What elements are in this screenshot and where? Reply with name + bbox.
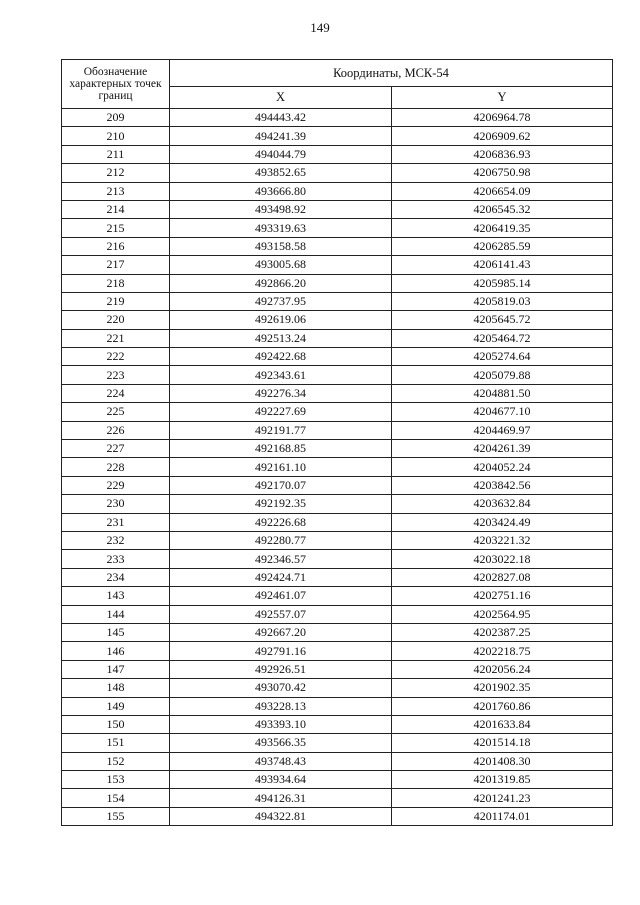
cell-y: 4202751.16 — [392, 587, 613, 605]
cell-y: 4201174.01 — [392, 807, 613, 825]
cell-y: 4206141.43 — [392, 256, 613, 274]
cell-y: 4205819.03 — [392, 292, 613, 310]
table-row — [62, 771, 613, 789]
cell-point: 227 — [62, 440, 170, 458]
table-row — [62, 752, 613, 770]
cell-y: 4201241.23 — [392, 789, 613, 807]
cell-y: 4205464.72 — [392, 329, 613, 347]
cell-point: 209 — [62, 109, 170, 127]
cell-point: 146 — [62, 642, 170, 660]
cell-y: 4206654.09 — [392, 182, 613, 200]
cell-point: 210 — [62, 127, 170, 145]
table-row — [62, 384, 613, 402]
table-row — [62, 642, 613, 660]
cell-point: 218 — [62, 274, 170, 292]
cell-point: 223 — [62, 366, 170, 384]
cell-point: 150 — [62, 715, 170, 733]
cell-y: 4203022.18 — [392, 550, 613, 568]
cell-point: 221 — [62, 329, 170, 347]
cell-x: 493228.13 — [170, 697, 392, 715]
cell-point: 213 — [62, 182, 170, 200]
cell-point: 230 — [62, 495, 170, 513]
table-row — [62, 605, 613, 623]
cell-y: 4206836.93 — [392, 145, 613, 163]
cell-y: 4203632.84 — [392, 495, 613, 513]
table-row — [62, 348, 613, 366]
cell-point: 228 — [62, 458, 170, 476]
table-row — [62, 329, 613, 347]
cell-y: 4202056.24 — [392, 660, 613, 678]
cell-x: 492280.77 — [170, 531, 392, 549]
cell-point: 212 — [62, 164, 170, 182]
cell-point: 233 — [62, 550, 170, 568]
table-row — [62, 789, 613, 807]
cell-point: 224 — [62, 384, 170, 402]
cell-point: 148 — [62, 679, 170, 697]
cell-point: 154 — [62, 789, 170, 807]
table-row — [62, 440, 613, 458]
table-row — [62, 237, 613, 255]
cell-y: 4203424.49 — [392, 513, 613, 531]
cell-y: 4206964.78 — [392, 109, 613, 127]
cell-x: 493666.80 — [170, 182, 392, 200]
cell-point: 145 — [62, 623, 170, 641]
table-row — [62, 476, 613, 494]
cell-point: 151 — [62, 734, 170, 752]
cell-point: 232 — [62, 531, 170, 549]
table-row — [62, 458, 613, 476]
coordinates-table — [61, 59, 613, 826]
cell-y: 4204881.50 — [392, 384, 613, 402]
cell-point: 214 — [62, 200, 170, 218]
table-row — [62, 807, 613, 825]
cell-point: 144 — [62, 605, 170, 623]
cell-point: 143 — [62, 587, 170, 605]
cell-x: 494443.42 — [170, 109, 392, 127]
cell-point: 152 — [62, 752, 170, 770]
cell-y: 4206419.35 — [392, 219, 613, 237]
cell-x: 494126.31 — [170, 789, 392, 807]
cell-x: 493005.68 — [170, 256, 392, 274]
table-row — [62, 292, 613, 310]
cell-x: 492170.07 — [170, 476, 392, 494]
table-row — [62, 568, 613, 586]
cell-point: 215 — [62, 219, 170, 237]
header-y: Y — [392, 87, 613, 109]
cell-x: 492619.06 — [170, 311, 392, 329]
table-row — [62, 164, 613, 182]
table-row — [62, 109, 613, 127]
cell-x: 492161.10 — [170, 458, 392, 476]
cell-point: 222 — [62, 348, 170, 366]
cell-x: 494044.79 — [170, 145, 392, 163]
table-row — [62, 495, 613, 513]
cell-point: 155 — [62, 807, 170, 825]
cell-y: 4201319.85 — [392, 771, 613, 789]
cell-point: 216 — [62, 237, 170, 255]
cell-x: 493158.58 — [170, 237, 392, 255]
cell-point: 153 — [62, 771, 170, 789]
cell-y: 4205079.88 — [392, 366, 613, 384]
cell-point: 234 — [62, 568, 170, 586]
cell-y: 4201760.86 — [392, 697, 613, 715]
cell-x: 492461.07 — [170, 587, 392, 605]
cell-x: 493566.35 — [170, 734, 392, 752]
cell-x: 494322.81 — [170, 807, 392, 825]
cell-y: 4206750.98 — [392, 164, 613, 182]
cell-y: 4201408.30 — [392, 752, 613, 770]
cell-y: 4204677.10 — [392, 403, 613, 421]
cell-x: 493852.65 — [170, 164, 392, 182]
cell-y: 4201902.35 — [392, 679, 613, 697]
table-row — [62, 182, 613, 200]
cell-y: 4202564.95 — [392, 605, 613, 623]
cell-x: 492513.24 — [170, 329, 392, 347]
cell-x: 492346.57 — [170, 550, 392, 568]
table-body — [62, 109, 613, 826]
page-number: 149 — [310, 20, 330, 35]
cell-y: 4206545.32 — [392, 200, 613, 218]
table-row — [62, 219, 613, 237]
table-row — [62, 550, 613, 568]
cell-y: 4201514.18 — [392, 734, 613, 752]
cell-x: 492276.34 — [170, 384, 392, 402]
table-row — [62, 421, 613, 439]
cell-x: 492667.20 — [170, 623, 392, 641]
table-row — [62, 366, 613, 384]
table-row — [62, 715, 613, 733]
table-header — [62, 60, 613, 109]
cell-x: 492422.68 — [170, 348, 392, 366]
cell-point: 226 — [62, 421, 170, 439]
table-row — [62, 660, 613, 678]
table-row — [62, 200, 613, 218]
cell-point: 211 — [62, 145, 170, 163]
cell-x: 493934.64 — [170, 771, 392, 789]
cell-point: 149 — [62, 697, 170, 715]
cell-y: 4206909.62 — [392, 127, 613, 145]
cell-x: 492226.68 — [170, 513, 392, 531]
cell-point: 225 — [62, 403, 170, 421]
table-row — [62, 623, 613, 641]
header-coordinates: Координаты, МСК-54 — [170, 60, 613, 87]
cell-x: 492424.71 — [170, 568, 392, 586]
cell-y: 4204261.39 — [392, 440, 613, 458]
cell-x: 492866.20 — [170, 274, 392, 292]
table-row — [62, 513, 613, 531]
table-row — [62, 587, 613, 605]
table-row — [62, 679, 613, 697]
cell-x: 492343.61 — [170, 366, 392, 384]
cell-y: 4205274.64 — [392, 348, 613, 366]
cell-y: 4203842.56 — [392, 476, 613, 494]
cell-y: 4206285.59 — [392, 237, 613, 255]
cell-y: 4202387.25 — [392, 623, 613, 641]
cell-point: 147 — [62, 660, 170, 678]
table-row — [62, 734, 613, 752]
cell-y: 4205645.72 — [392, 311, 613, 329]
cell-x: 492557.07 — [170, 605, 392, 623]
table-row — [62, 145, 613, 163]
table-row — [62, 311, 613, 329]
cell-x: 492192.35 — [170, 495, 392, 513]
cell-y: 4205985.14 — [392, 274, 613, 292]
cell-y: 4202827.08 — [392, 568, 613, 586]
cell-x: 493498.92 — [170, 200, 392, 218]
table-row — [62, 403, 613, 421]
cell-point: 220 — [62, 311, 170, 329]
cell-y: 4203221.32 — [392, 531, 613, 549]
cell-x: 493393.10 — [170, 715, 392, 733]
cell-point: 217 — [62, 256, 170, 274]
cell-x: 492926.51 — [170, 660, 392, 678]
cell-x: 492191.77 — [170, 421, 392, 439]
cell-point: 229 — [62, 476, 170, 494]
cell-x: 492791.16 — [170, 642, 392, 660]
cell-y: 4201633.84 — [392, 715, 613, 733]
table-row — [62, 127, 613, 145]
cell-x: 492227.69 — [170, 403, 392, 421]
header-designation: Обозначение характерных точек границ — [62, 60, 170, 109]
table-row — [62, 531, 613, 549]
table-row — [62, 274, 613, 292]
cell-x: 493319.63 — [170, 219, 392, 237]
header-x: X — [170, 87, 392, 109]
cell-point: 231 — [62, 513, 170, 531]
cell-x: 493748.43 — [170, 752, 392, 770]
cell-y: 4204052.24 — [392, 458, 613, 476]
cell-point: 219 — [62, 292, 170, 310]
cell-x: 494241.39 — [170, 127, 392, 145]
table-row — [62, 697, 613, 715]
cell-y: 4204469.97 — [392, 421, 613, 439]
cell-x: 493070.42 — [170, 679, 392, 697]
cell-x: 492737.95 — [170, 292, 392, 310]
cell-x: 492168.85 — [170, 440, 392, 458]
cell-y: 4202218.75 — [392, 642, 613, 660]
table-row — [62, 256, 613, 274]
